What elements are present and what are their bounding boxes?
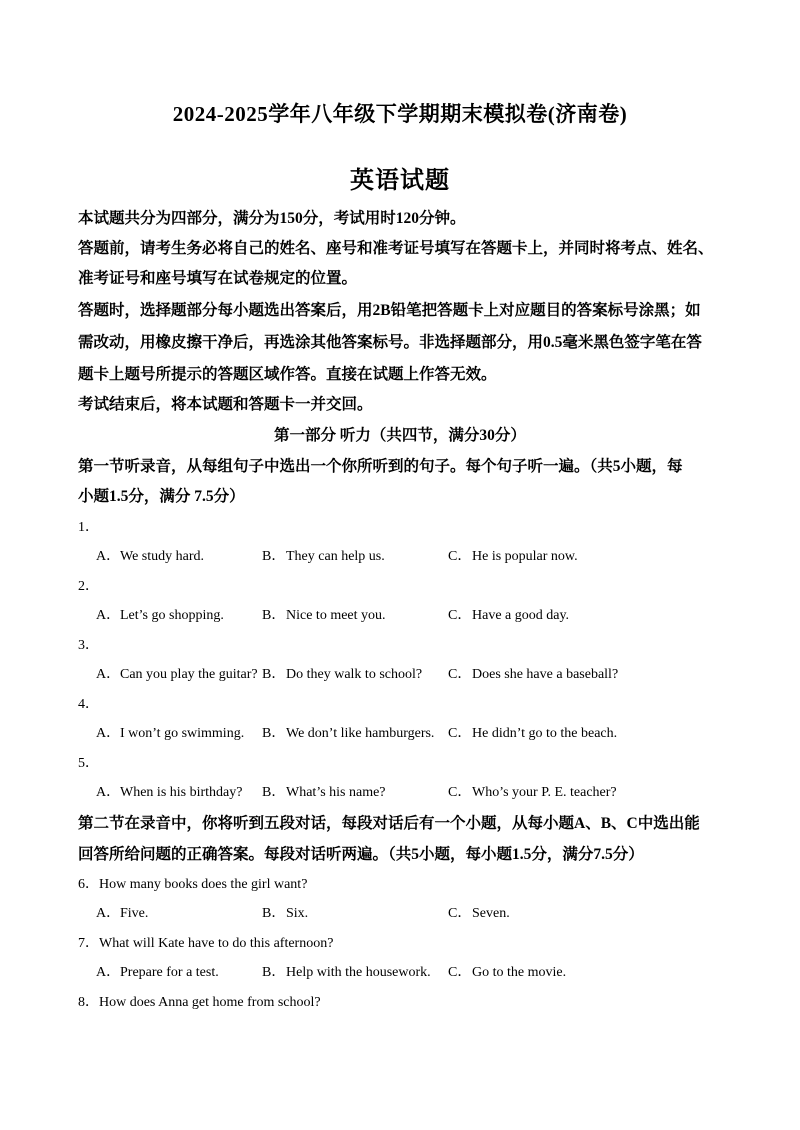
- option-letter: B．: [262, 785, 286, 800]
- option-letter: B．: [262, 965, 286, 980]
- option-letter: C．: [448, 726, 472, 741]
- option-text: Let’s go shopping.: [120, 608, 224, 623]
- option-c: [448, 725, 617, 743]
- option-a: [96, 784, 242, 802]
- option-c: [448, 666, 618, 684]
- instruction-line: 题卡上题号所提示的答题区域作答。直接在试题上作答无效。: [78, 366, 497, 383]
- option-text: Have a good day.: [472, 608, 570, 623]
- option-text: Help with the housework.: [286, 965, 431, 980]
- option-letter: C．: [448, 608, 472, 623]
- option-c: [448, 607, 569, 625]
- question-number: 1．: [78, 520, 99, 535]
- option-text: I won’t go swimming.: [120, 726, 245, 741]
- option-letter: A．: [96, 965, 121, 980]
- option-text: Nice to meet you.: [286, 608, 386, 623]
- option-text: He didn’t go to the beach.: [472, 726, 618, 741]
- option-c: [448, 548, 578, 566]
- section-instruction: 小题1.5分，满分 7.5分）: [78, 488, 245, 505]
- option-letter: B．: [262, 608, 286, 623]
- question-text: 6．How many books does the girl want?: [78, 877, 308, 892]
- instruction-line: 准考证号和座号填写在试卷规定的位置。: [78, 270, 358, 287]
- instruction-line: 答题时，选择题部分每小题选出答案后，用2B铅笔把答题卡上对应题目的答案标号涂黑；如: [78, 302, 701, 319]
- option-letter: A．: [96, 667, 121, 682]
- option-text: Who’s your P. E. teacher?: [472, 785, 617, 800]
- option-a: [96, 964, 219, 982]
- option-letter: C．: [448, 785, 472, 800]
- instruction-line: 本试题共分为四部分，满分为150分，考试用时120分钟。: [78, 210, 466, 227]
- question-number: 2．: [78, 579, 99, 594]
- option-letter: C．: [448, 667, 472, 682]
- option-text: Go to the movie.: [472, 965, 567, 980]
- option-b: [262, 666, 422, 684]
- option-b: [262, 548, 385, 566]
- option-text: They can help us.: [286, 549, 385, 564]
- question-text: 8．How does Anna get home from school?: [78, 995, 321, 1010]
- option-a: [96, 548, 204, 566]
- option-text: We study hard.: [120, 549, 205, 564]
- option-letter: A．: [96, 726, 121, 741]
- option-letter: B．: [262, 549, 286, 564]
- option-letter: B．: [262, 667, 286, 682]
- option-letter: A．: [96, 785, 121, 800]
- option-b: [262, 784, 386, 802]
- option-letter: C．: [448, 549, 472, 564]
- instruction-line: 考试结束后，将本试题和答题卡一并交回。: [78, 396, 373, 413]
- question-number: 5．: [78, 756, 99, 771]
- option-text: Does she have a baseball?: [472, 667, 619, 682]
- option-text: Seven.: [472, 906, 510, 921]
- option-letter: A．: [96, 549, 121, 564]
- option-a: [96, 607, 224, 625]
- option-text: Can you play the guitar?: [120, 667, 258, 682]
- option-text: He is popular now.: [472, 549, 578, 564]
- question-text: 7．What will Kate have to do this afternoon?: [78, 936, 334, 951]
- option-text: When is his birthday?: [120, 785, 243, 800]
- question-number: 3．: [78, 638, 99, 653]
- option-text: Do they walk to school?: [286, 667, 423, 682]
- option-text: What’s his name?: [286, 785, 386, 800]
- option-letter: C．: [448, 906, 472, 921]
- option-letter: C．: [448, 965, 472, 980]
- part-heading: 第一部分 听力（共四节，满分30分）: [274, 427, 526, 444]
- option-a: [96, 905, 148, 923]
- section-instruction: 回答所给问题的正确答案。每段对话听两遍。（共5小题，每小题1.5分，满分7.5分）: [78, 846, 644, 863]
- exam-title: 2024-2025学年八年级下学期期末模拟卷(济南卷): [172, 102, 628, 126]
- option-letter: B．: [262, 726, 286, 741]
- option-c: [448, 905, 510, 923]
- instruction-line: 需改动，用橡皮擦干净后，再选涂其他答案标号。非选择题部分，用0.5毫米黑色签字笔在答: [78, 334, 702, 351]
- option-c: [448, 964, 566, 982]
- option-text: Prepare for a test.: [120, 965, 219, 980]
- section-instruction: 第二节在录音中，你将听到五段对话，每段对话后有一个小题，从每小题A、B、C中选出能: [78, 815, 700, 832]
- question-number: 4．: [78, 697, 99, 712]
- option-text: Six.: [286, 906, 309, 921]
- option-letter: B．: [262, 906, 286, 921]
- section-instruction: 第一节听录音，从每组句子中选出一个你所听到的句子。每个句子听一遍。（共5小题，每: [78, 458, 683, 475]
- option-b: [262, 964, 431, 982]
- option-letter: A．: [96, 608, 121, 623]
- option-b: [262, 607, 386, 625]
- option-text: Five.: [120, 906, 149, 921]
- option-a: [96, 666, 258, 684]
- instruction-line: 答题前，请考生务必将自己的姓名、座号和准考证号填写在答题卡上，并同时将考点、姓名、: [78, 240, 714, 257]
- option-a: [96, 725, 244, 743]
- option-b: [262, 905, 308, 923]
- option-letter: A．: [96, 906, 121, 921]
- option-b: [262, 725, 434, 743]
- option-c: [448, 784, 617, 802]
- subject-title: 英语试题: [350, 168, 450, 194]
- option-text: We don’t like hamburgers.: [286, 726, 435, 741]
